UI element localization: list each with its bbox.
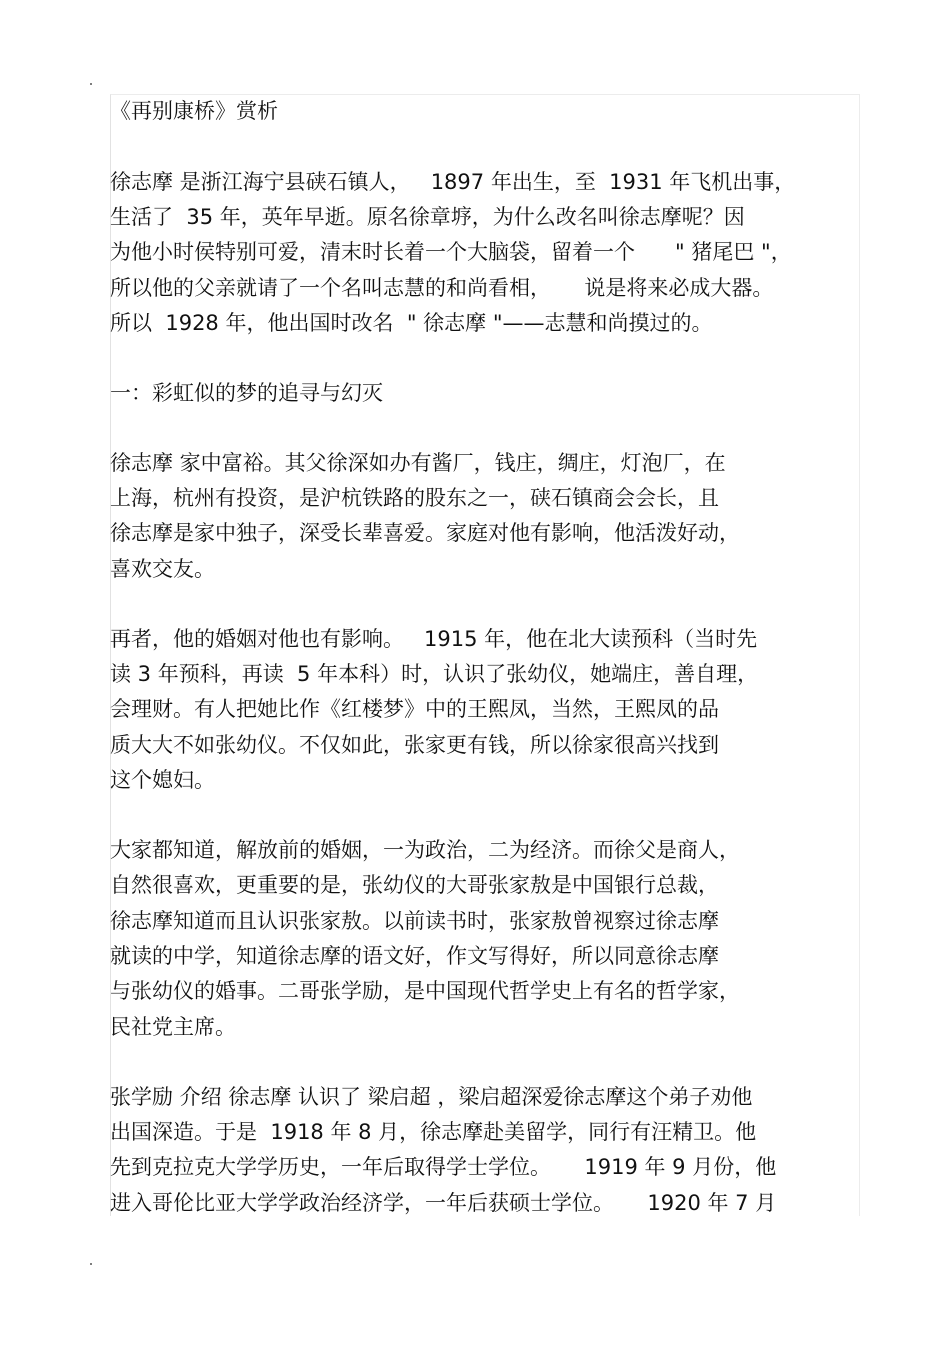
paragraph-5-line-4: 就读的中学，知道徐志摩的语文好，作文写得好，所以同意徐志摩 — [110, 944, 719, 968]
paragraph-4-line-4: 质大大不如张幼仪。不仅如此，张家更有钱，所以徐家很高兴找到 — [110, 733, 719, 757]
paragraph-5-line-1: 大家都知道，解放前的婚姻，一为政治，二为经济。而徐父是商人， — [110, 838, 740, 862]
paragraph-5-line-2: 自然很喜欢，更重要的是，张幼仪的大哥张家敖是中国银行总裁， — [110, 873, 719, 897]
document-title: 《再别康桥》赏析 — [110, 99, 278, 123]
paragraph-1-line-2: 生活了 35 年，英年早逝。原名徐章垿，为什么改名叫徐志摩呢？因 — [110, 205, 745, 229]
paragraph-1-line-5: 所以 1928 年，他出国时改名 " 徐志摩 "——志慧和尚摸过的。 — [110, 311, 713, 335]
paragraph-4-line-3: 会理财。有人把她比作《红楼梦》中的王熙凤，当然，王熙凤的品 — [110, 697, 719, 721]
paragraph-3-line-4: 喜欢交友。 — [110, 557, 215, 581]
paragraph-1-line-4: 所以他的父亲就请了一个名叫志慧的和尚看相， 说是将来必成大器。 — [110, 276, 774, 300]
corner-mark — [90, 1263, 92, 1265]
section-heading: 一：彩虹似的梦的追寻与幻灭 — [110, 381, 383, 405]
paragraph-3-line-1: 徐志摩 家中富裕。其父徐深如办有酱厂，钱庄，绸庄，灯泡厂，在 — [110, 451, 726, 475]
paragraph-6-line-1: 张学励 介绍 徐志摩 认识了 梁启超 ，梁启超深爱徐志摩这个弟子劝他 — [110, 1085, 753, 1109]
paragraph-6-line-4: 进入哥伦比亚大学学政治经济学，一年后获硕士学位。 1920 年 7 月 — [110, 1191, 777, 1215]
paragraph-3-line-2: 上海，杭州有投资，是沪杭铁路的股东之一，硖石镇商会会长，且 — [110, 486, 719, 510]
paragraph-4-line-5: 这个媳妇。 — [110, 768, 215, 792]
paragraph-6-line-3: 先到克拉克大学学历史，一年后取得学士学位。 1919 年 9 月份，他 — [110, 1155, 777, 1179]
paragraph-1-line-3: 为他小时侯特别可爱，清末时长着一个大脑袋，留着一个 " 猪尾巴 "， — [110, 240, 792, 264]
paragraph-3-line-3: 徐志摩是家中独子，深受长辈喜爱。家庭对他有影响，他活泼好动， — [110, 521, 740, 545]
paragraph-5-line-6: 民社党主席。 — [110, 1015, 236, 1039]
paragraph-4-line-1: 再者，他的婚姻对他也有影响。 1915 年，他在北大读预科（当时先 — [110, 627, 758, 651]
paragraph-6-line-2: 出国深造。于是 1918 年 8 月，徐志摩赴美留学，同行有汪精卫。他 — [110, 1120, 757, 1144]
paragraph-1-line-1: 徐志摩 是浙江海宁县硖石镇人， 1897 年出生，至 1931 年飞机出事， — [110, 170, 796, 194]
paragraph-5-line-5: 与张幼仪的婚事。二哥张学励，是中国现代哲学史上有名的哲学家， — [110, 979, 740, 1003]
corner-mark — [90, 83, 92, 85]
paragraph-5-line-3: 徐志摩知道而且认识张家敖。以前读书时，张家敖曾视察过徐志摩 — [110, 909, 719, 933]
paragraph-4-line-2: 读 3 年预科，再读 5 年本科）时，认识了张幼仪，她端庄，善自理， — [110, 662, 759, 686]
